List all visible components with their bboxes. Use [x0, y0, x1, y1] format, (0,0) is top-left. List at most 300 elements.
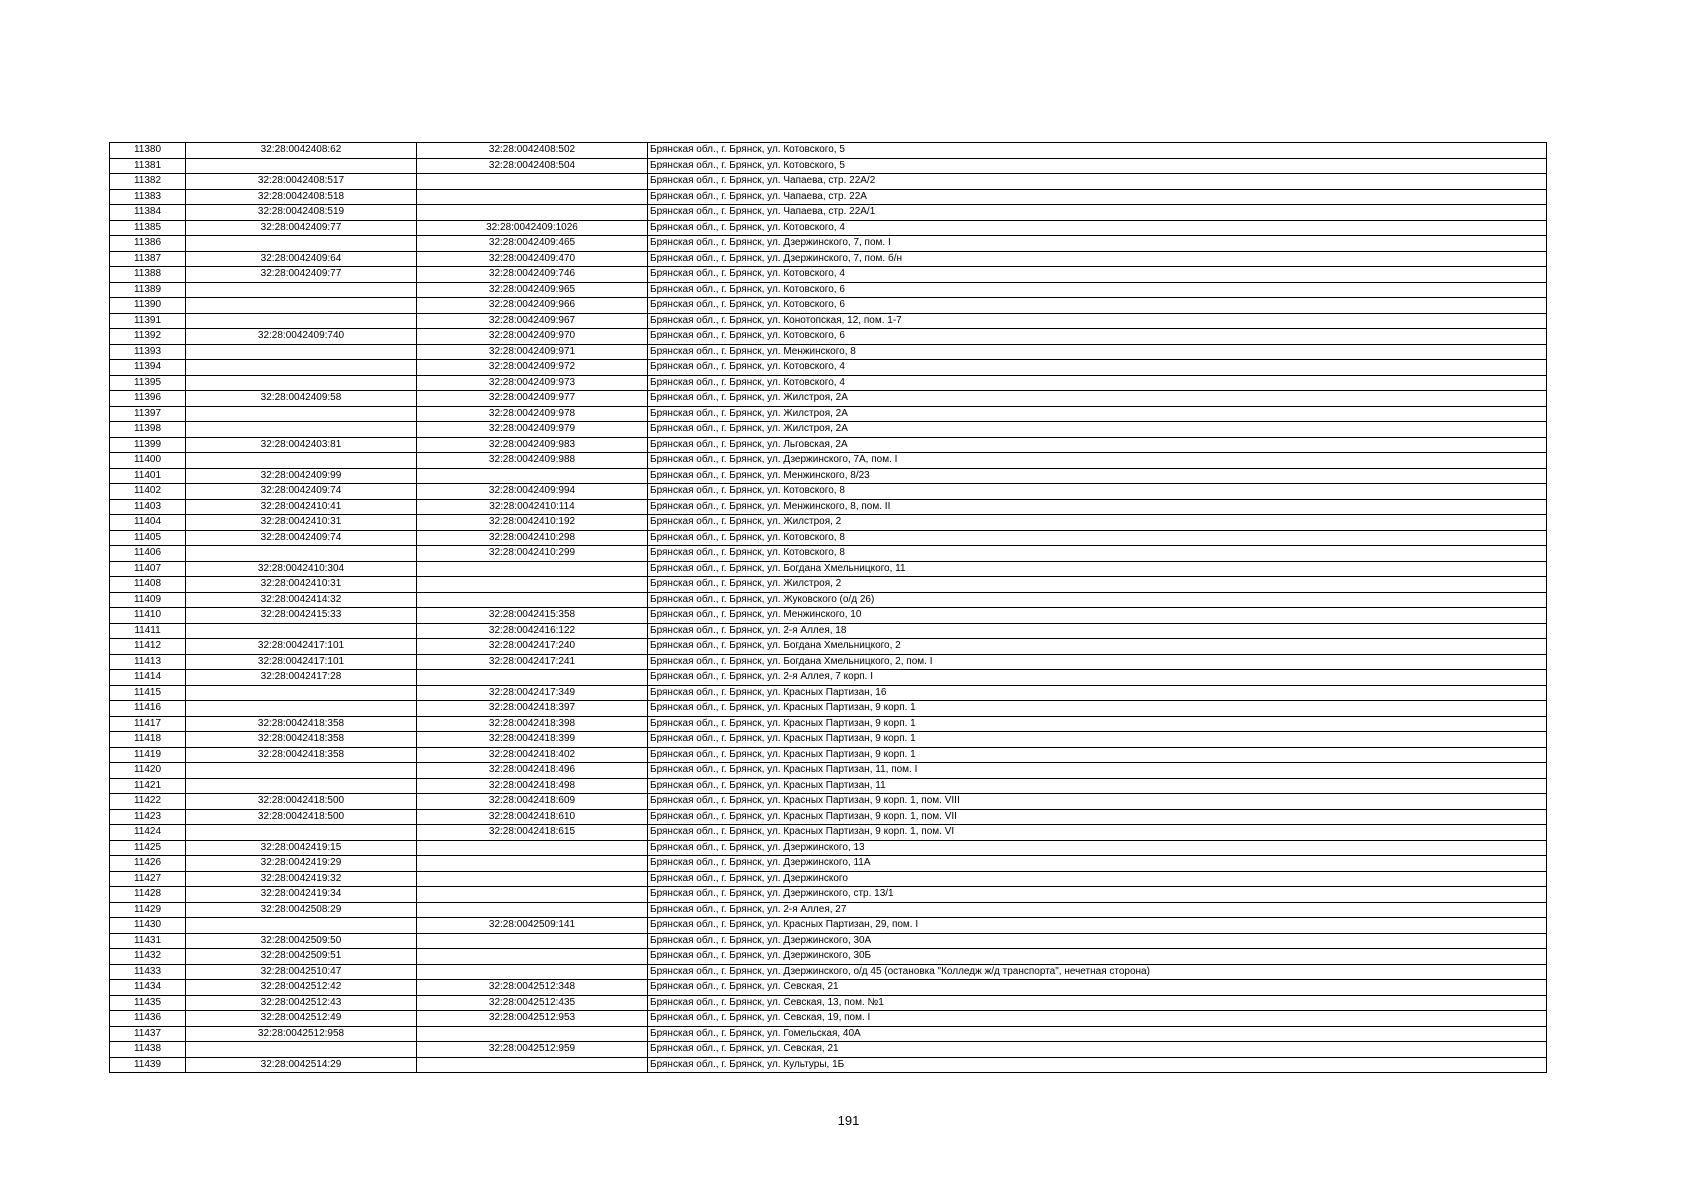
address-cell: Брянская обл., г. Брянск, ул. Котовского, 6	[648, 329, 1547, 345]
object-number-cell: 32:28:0042409:972	[417, 360, 648, 376]
object-number-cell	[417, 592, 648, 608]
table-row	[110, 391, 1547, 407]
parcel-number-cell: 32:28:0042418:500	[186, 809, 417, 825]
row-number-cell: 11380	[110, 143, 186, 159]
parcel-number-cell: 32:28:0042417:101	[186, 639, 417, 655]
row-number-cell: 11400	[110, 453, 186, 469]
row-number-cell: 11392	[110, 329, 186, 345]
parcel-number-cell	[186, 282, 417, 298]
table-row	[110, 174, 1547, 190]
parcel-number-cell: 32:28:0042510:47	[186, 964, 417, 980]
object-number-cell: 32:28:0042418:397	[417, 701, 648, 717]
object-number-cell: 32:28:0042418:609	[417, 794, 648, 810]
parcel-number-cell	[186, 825, 417, 841]
address-cell: Брянская обл., г. Брянск, ул. Гомельская, 40А	[648, 1026, 1547, 1042]
parcel-number-cell: 32:28:0042409:74	[186, 530, 417, 546]
parcel-number-cell: 32:28:0042415:33	[186, 608, 417, 624]
table-row	[110, 1011, 1547, 1027]
address-cell: Брянская обл., г. Брянск, ул. Богдана Хмельницкого, 11	[648, 561, 1547, 577]
address-cell: Брянская обл., г. Брянск, ул. Красных Партизан, 9 корп. 1	[648, 732, 1547, 748]
object-number-cell: 32:28:0042408:502	[417, 143, 648, 159]
row-number-cell: 11427	[110, 871, 186, 887]
object-number-cell: 32:28:0042410:299	[417, 546, 648, 562]
object-number-cell	[417, 949, 648, 965]
address-cell: Брянская обл., г. Брянск, ул. Севская, 13, пом. №1	[648, 995, 1547, 1011]
row-number-cell: 11382	[110, 174, 186, 190]
object-number-cell: 32:28:0042418:402	[417, 747, 648, 763]
object-number-cell: 32:28:0042410:192	[417, 515, 648, 531]
table-row	[110, 143, 1547, 159]
parcel-number-cell: 32:28:0042419:15	[186, 840, 417, 856]
table-row	[110, 406, 1547, 422]
object-number-cell: 32:28:0042512:953	[417, 1011, 648, 1027]
row-number-cell: 11424	[110, 825, 186, 841]
row-number-cell: 11408	[110, 577, 186, 593]
row-number-cell: 11389	[110, 282, 186, 298]
row-number-cell: 11421	[110, 778, 186, 794]
object-number-cell: 32:28:0042408:504	[417, 158, 648, 174]
table-row	[110, 639, 1547, 655]
table-row	[110, 329, 1547, 345]
parcel-number-cell	[186, 158, 417, 174]
parcel-number-cell	[186, 453, 417, 469]
table-row	[110, 840, 1547, 856]
table-row	[110, 778, 1547, 794]
address-cell: Брянская обл., г. Брянск, ул. Красных Партизан, 11	[648, 778, 1547, 794]
row-number-cell: 11425	[110, 840, 186, 856]
table-row	[110, 298, 1547, 314]
row-number-cell: 11396	[110, 391, 186, 407]
object-number-cell: 32:28:0042418:399	[417, 732, 648, 748]
address-cell: Брянская обл., г. Брянск, ул. Льговская, 2А	[648, 437, 1547, 453]
object-number-cell: 32:28:0042409:988	[417, 453, 648, 469]
address-cell: Брянская обл., г. Брянск, ул. Красных Партизан, 9 корп. 1	[648, 747, 1547, 763]
parcel-number-cell: 32:28:0042509:51	[186, 949, 417, 965]
object-number-cell: 32:28:0042409:970	[417, 329, 648, 345]
object-number-cell	[417, 577, 648, 593]
row-number-cell: 11388	[110, 267, 186, 283]
table-row	[110, 561, 1547, 577]
object-number-cell: 32:28:0042409:973	[417, 375, 648, 391]
address-cell: Брянская обл., г. Брянск, ул. 2-я Аллея, 7 корп. I	[648, 670, 1547, 686]
row-number-cell: 11413	[110, 654, 186, 670]
parcel-number-cell	[186, 918, 417, 934]
address-cell: Брянская обл., г. Брянск, ул. Котовского, 4	[648, 220, 1547, 236]
object-number-cell: 32:28:0042409:979	[417, 422, 648, 438]
object-number-cell: 32:28:0042512:348	[417, 980, 648, 996]
object-number-cell	[417, 1026, 648, 1042]
table-row	[110, 251, 1547, 267]
row-number-cell: 11394	[110, 360, 186, 376]
address-cell: Брянская обл., г. Брянск, ул. Дзержинского, 30Б	[648, 949, 1547, 965]
address-cell: Брянская обл., г. Брянск, ул. Красных Партизан, 29, пом. I	[648, 918, 1547, 934]
object-number-cell	[417, 887, 648, 903]
address-cell: Брянская обл., г. Брянск, ул. Котовского, 8	[648, 530, 1547, 546]
table-row	[110, 437, 1547, 453]
registry-table-body	[110, 143, 1547, 1073]
object-number-cell: 32:28:0042418:610	[417, 809, 648, 825]
table-row	[110, 825, 1547, 841]
object-number-cell	[417, 1057, 648, 1073]
object-number-cell: 32:28:0042409:746	[417, 267, 648, 283]
address-cell: Брянская обл., г. Брянск, ул. Дзержинского, 13	[648, 840, 1547, 856]
parcel-number-cell: 32:28:0042409:99	[186, 468, 417, 484]
object-number-cell	[417, 468, 648, 484]
object-number-cell: 32:28:0042512:435	[417, 995, 648, 1011]
address-cell: Брянская обл., г. Брянск, ул. Жилстроя, 2А	[648, 406, 1547, 422]
row-number-cell: 11402	[110, 484, 186, 500]
table-row	[110, 933, 1547, 949]
address-cell: Брянская обл., г. Брянск, ул. Котовского, 5	[648, 143, 1547, 159]
row-number-cell: 11383	[110, 189, 186, 205]
address-cell: Брянская обл., г. Брянск, ул. Красных Партизан, 16	[648, 685, 1547, 701]
object-number-cell: 32:28:0042409:967	[417, 313, 648, 329]
parcel-number-cell: 32:28:0042418:500	[186, 794, 417, 810]
object-number-cell: 32:28:0042409:994	[417, 484, 648, 500]
parcel-number-cell: 32:28:0042409:74	[186, 484, 417, 500]
row-number-cell: 11381	[110, 158, 186, 174]
object-number-cell: 32:28:0042509:141	[417, 918, 648, 934]
row-number-cell: 11414	[110, 670, 186, 686]
parcel-number-cell	[186, 623, 417, 639]
parcel-number-cell	[186, 313, 417, 329]
table-row	[110, 701, 1547, 717]
address-cell: Брянская обл., г. Брянск, ул. Дзержинского, о/д 45 (остановка "Колледж ж/д транспорта", нечетная сторона)	[648, 964, 1547, 980]
object-number-cell	[417, 964, 648, 980]
table-row	[110, 344, 1547, 360]
table-row	[110, 871, 1547, 887]
address-cell: Брянская обл., г. Брянск, ул. Котовского, 5	[648, 158, 1547, 174]
row-number-cell: 11428	[110, 887, 186, 903]
address-cell: Брянская обл., г. Брянск, ул. Чапаева, стр. 22А	[648, 189, 1547, 205]
parcel-number-cell: 32:28:0042512:958	[186, 1026, 417, 1042]
address-cell: Брянская обл., г. Брянск, ул. Жилстроя, 2А	[648, 422, 1547, 438]
parcel-number-cell: 32:28:0042514:29	[186, 1057, 417, 1073]
row-number-cell: 11432	[110, 949, 186, 965]
row-number-cell: 11426	[110, 856, 186, 872]
parcel-number-cell: 32:28:0042512:42	[186, 980, 417, 996]
object-number-cell: 32:28:0042410:298	[417, 530, 648, 546]
address-cell: Брянская обл., г. Брянск, ул. 2-я Аллея, 18	[648, 623, 1547, 639]
row-number-cell: 11403	[110, 499, 186, 515]
parcel-number-cell: 32:28:0042414:32	[186, 592, 417, 608]
row-number-cell: 11423	[110, 809, 186, 825]
object-number-cell: 32:28:0042409:470	[417, 251, 648, 267]
parcel-number-cell: 32:28:0042417:28	[186, 670, 417, 686]
table-row	[110, 1026, 1547, 1042]
row-number-cell: 11409	[110, 592, 186, 608]
parcel-number-cell: 32:28:0042408:517	[186, 174, 417, 190]
parcel-number-cell: 32:28:0042409:77	[186, 267, 417, 283]
address-cell: Брянская обл., г. Брянск, ул. Котовского, 4	[648, 267, 1547, 283]
parcel-number-cell: 32:28:0042409:64	[186, 251, 417, 267]
address-cell: Брянская обл., г. Брянск, ул. Дзержинского, 11А	[648, 856, 1547, 872]
address-cell: Брянская обл., г. Брянск, ул. Котовского, 8	[648, 484, 1547, 500]
row-number-cell: 11384	[110, 205, 186, 221]
parcel-number-cell: 32:28:0042409:58	[186, 391, 417, 407]
address-cell: Брянская обл., г. Брянск, ул. Чапаева, стр. 22А/1	[648, 205, 1547, 221]
address-cell: Брянская обл., г. Брянск, ул. Котовского, 6	[648, 298, 1547, 314]
object-number-cell: 32:28:0042418:496	[417, 763, 648, 779]
row-number-cell: 11405	[110, 530, 186, 546]
table-row	[110, 918, 1547, 934]
parcel-number-cell	[186, 298, 417, 314]
table-row	[110, 995, 1547, 1011]
parcel-number-cell: 32:28:0042410:31	[186, 515, 417, 531]
table-row	[110, 902, 1547, 918]
object-number-cell: 32:28:0042409:983	[417, 437, 648, 453]
table-row	[110, 763, 1547, 779]
parcel-number-cell: 32:28:0042419:29	[186, 856, 417, 872]
table-row	[110, 964, 1547, 980]
row-number-cell: 11420	[110, 763, 186, 779]
parcel-number-cell: 32:28:0042419:32	[186, 871, 417, 887]
table-row	[110, 515, 1547, 531]
table-row	[110, 220, 1547, 236]
parcel-number-cell	[186, 685, 417, 701]
row-number-cell: 11391	[110, 313, 186, 329]
parcel-number-cell	[186, 375, 417, 391]
address-cell: Брянская обл., г. Брянск, ул. Жилстроя, 2	[648, 515, 1547, 531]
address-cell: Брянская обл., г. Брянск, ул. Менжинского, 8, пом. II	[648, 499, 1547, 515]
table-row	[110, 747, 1547, 763]
row-number-cell: 11386	[110, 236, 186, 252]
parcel-number-cell	[186, 422, 417, 438]
row-number-cell: 11433	[110, 964, 186, 980]
parcel-number-cell: 32:28:0042509:50	[186, 933, 417, 949]
row-number-cell: 11431	[110, 933, 186, 949]
object-number-cell: 32:28:0042417:349	[417, 685, 648, 701]
row-number-cell: 11437	[110, 1026, 186, 1042]
table-row	[110, 809, 1547, 825]
address-cell: Брянская обл., г. Брянск, ул. Чапаева, стр. 22А/2	[648, 174, 1547, 190]
address-cell: Брянская обл., г. Брянск, ул. Красных Партизан, 9 корп. 1, пом. VII	[648, 809, 1547, 825]
row-number-cell: 11390	[110, 298, 186, 314]
table-row	[110, 980, 1547, 996]
address-cell: Брянская обл., г. Брянск, ул. Жуковского (о/д 26)	[648, 592, 1547, 608]
table-row	[110, 546, 1547, 562]
address-cell: Брянская обл., г. Брянск, ул. Красных Партизан, 9 корп. 1, пом. VI	[648, 825, 1547, 841]
parcel-number-cell: 32:28:0042418:358	[186, 747, 417, 763]
object-number-cell: 32:28:0042409:971	[417, 344, 648, 360]
object-number-cell: 32:28:0042417:241	[417, 654, 648, 670]
object-number-cell: 32:28:0042512:959	[417, 1042, 648, 1058]
row-number-cell: 11430	[110, 918, 186, 934]
address-cell: Брянская обл., г. Брянск, ул. Красных Партизан, 11, пом. I	[648, 763, 1547, 779]
row-number-cell: 11419	[110, 747, 186, 763]
table-row	[110, 716, 1547, 732]
parcel-number-cell: 32:28:0042508:29	[186, 902, 417, 918]
row-number-cell: 11422	[110, 794, 186, 810]
address-cell: Брянская обл., г. Брянск, ул. Котовского, 8	[648, 546, 1547, 562]
table-row	[110, 794, 1547, 810]
table-row	[110, 592, 1547, 608]
address-cell: Брянская обл., г. Брянск, ул. Севская, 21	[648, 980, 1547, 996]
row-number-cell: 11429	[110, 902, 186, 918]
object-number-cell: 32:28:0042418:615	[417, 825, 648, 841]
parcel-number-cell	[186, 1042, 417, 1058]
address-cell: Брянская обл., г. Брянск, ул. Дзержинского	[648, 871, 1547, 887]
address-cell: Брянская обл., г. Брянск, ул. Севская, 19, пом. I	[648, 1011, 1547, 1027]
parcel-number-cell: 32:28:0042410:41	[186, 499, 417, 515]
address-cell: Брянская обл., г. Брянск, ул. Дзержинского, 30А	[648, 933, 1547, 949]
table-row	[110, 267, 1547, 283]
row-number-cell: 11397	[110, 406, 186, 422]
table-row	[110, 887, 1547, 903]
object-number-cell: 32:28:0042409:977	[417, 391, 648, 407]
object-number-cell	[417, 871, 648, 887]
address-cell: Брянская обл., г. Брянск, ул. Севская, 21	[648, 1042, 1547, 1058]
address-cell: Брянская обл., г. Брянск, ул. Культуры, 1Б	[648, 1057, 1547, 1073]
object-number-cell: 32:28:0042409:465	[417, 236, 648, 252]
row-number-cell: 11399	[110, 437, 186, 453]
address-cell: Брянская обл., г. Брянск, ул. Жилстроя, 2А	[648, 391, 1547, 407]
parcel-number-cell: 32:28:0042410:31	[186, 577, 417, 593]
row-number-cell: 11406	[110, 546, 186, 562]
row-number-cell: 11439	[110, 1057, 186, 1073]
object-number-cell	[417, 189, 648, 205]
row-number-cell: 11395	[110, 375, 186, 391]
row-number-cell: 11401	[110, 468, 186, 484]
object-number-cell: 32:28:0042418:498	[417, 778, 648, 794]
table-row	[110, 577, 1547, 593]
table-row	[110, 530, 1547, 546]
row-number-cell: 11387	[110, 251, 186, 267]
object-number-cell: 32:28:0042417:240	[417, 639, 648, 655]
table-row	[110, 654, 1547, 670]
address-cell: Брянская обл., г. Брянск, ул. Богдана Хмельницкого, 2, пом. I	[648, 654, 1547, 670]
address-cell: Брянская обл., г. Брянск, ул. 2-я Аллея, 27	[648, 902, 1547, 918]
object-number-cell	[417, 561, 648, 577]
table-row	[110, 453, 1547, 469]
address-cell: Брянская обл., г. Брянск, ул. Менжинского, 8/23	[648, 468, 1547, 484]
table-row	[110, 189, 1547, 205]
row-number-cell: 11385	[110, 220, 186, 236]
object-number-cell	[417, 840, 648, 856]
object-number-cell	[417, 670, 648, 686]
address-cell: Брянская обл., г. Брянск, ул. Конотопская, 12, пом. 1-7	[648, 313, 1547, 329]
address-cell: Брянская обл., г. Брянск, ул. Котовского, 6	[648, 282, 1547, 298]
object-number-cell: 32:28:0042409:978	[417, 406, 648, 422]
address-cell: Брянская обл., г. Брянск, ул. Дзержинского, 7, пом. б/н	[648, 251, 1547, 267]
table-row	[110, 499, 1547, 515]
parcel-number-cell: 32:28:0042408:62	[186, 143, 417, 159]
address-cell: Брянская обл., г. Брянск, ул. Котовского, 4	[648, 375, 1547, 391]
parcel-number-cell: 32:28:0042418:358	[186, 732, 417, 748]
address-cell: Брянская обл., г. Брянск, ул. Дзержинского, 7А, пом. I	[648, 453, 1547, 469]
table-row	[110, 205, 1547, 221]
table-row	[110, 1042, 1547, 1058]
parcel-number-cell: 32:28:0042410:304	[186, 561, 417, 577]
row-number-cell: 11438	[110, 1042, 186, 1058]
object-number-cell: 32:28:0042418:398	[417, 716, 648, 732]
row-number-cell: 11398	[110, 422, 186, 438]
parcel-number-cell	[186, 406, 417, 422]
object-number-cell: 32:28:0042415:358	[417, 608, 648, 624]
address-cell: Брянская обл., г. Брянск, ул. Менжинского, 10	[648, 608, 1547, 624]
address-cell: Брянская обл., г. Брянск, ул. Жилстроя, 2	[648, 577, 1547, 593]
row-number-cell: 11410	[110, 608, 186, 624]
row-number-cell: 11436	[110, 1011, 186, 1027]
registry-table	[109, 142, 1547, 1073]
parcel-number-cell: 32:28:0042409:77	[186, 220, 417, 236]
table-row	[110, 623, 1547, 639]
parcel-number-cell: 32:28:0042408:519	[186, 205, 417, 221]
object-number-cell: 32:28:0042409:1026	[417, 220, 648, 236]
address-cell: Брянская обл., г. Брянск, ул. Богдана Хмельницкого, 2	[648, 639, 1547, 655]
address-cell: Брянская обл., г. Брянск, ул. Дзержинского, 7, пом. I	[648, 236, 1547, 252]
object-number-cell	[417, 856, 648, 872]
table-row	[110, 685, 1547, 701]
parcel-number-cell: 32:28:0042403:81	[186, 437, 417, 453]
parcel-number-cell: 32:28:0042417:101	[186, 654, 417, 670]
table-row	[110, 608, 1547, 624]
address-cell: Брянская обл., г. Брянск, ул. Дзержинского, стр. 13/1	[648, 887, 1547, 903]
row-number-cell: 11416	[110, 701, 186, 717]
page-number: 191	[837, 1113, 860, 1128]
table-row	[110, 282, 1547, 298]
object-number-cell	[417, 174, 648, 190]
object-number-cell	[417, 902, 648, 918]
table-row	[110, 670, 1547, 686]
object-number-cell: 32:28:0042409:966	[417, 298, 648, 314]
address-cell: Брянская обл., г. Брянск, ул. Красных Партизан, 9 корп. 1	[648, 701, 1547, 717]
table-row	[110, 158, 1547, 174]
address-cell: Брянская обл., г. Брянск, ул. Красных Партизан, 9 корп. 1	[648, 716, 1547, 732]
object-number-cell: 32:28:0042416:122	[417, 623, 648, 639]
address-cell: Брянская обл., г. Брянск, ул. Красных Партизан, 9 корп. 1, пом. VIII	[648, 794, 1547, 810]
parcel-number-cell: 32:28:0042512:49	[186, 1011, 417, 1027]
parcel-number-cell: 32:28:0042409:740	[186, 329, 417, 345]
parcel-number-cell	[186, 778, 417, 794]
row-number-cell: 11415	[110, 685, 186, 701]
parcel-number-cell	[186, 546, 417, 562]
table-row	[110, 360, 1547, 376]
row-number-cell: 11404	[110, 515, 186, 531]
parcel-number-cell: 32:28:0042418:358	[186, 716, 417, 732]
table-row	[110, 236, 1547, 252]
row-number-cell: 11412	[110, 639, 186, 655]
table-row	[110, 375, 1547, 391]
address-cell: Брянская обл., г. Брянск, ул. Котовского, 4	[648, 360, 1547, 376]
table-row	[110, 1057, 1547, 1073]
row-number-cell: 11393	[110, 344, 186, 360]
parcel-number-cell	[186, 360, 417, 376]
parcel-number-cell	[186, 763, 417, 779]
table-row	[110, 856, 1547, 872]
table-row	[110, 484, 1547, 500]
parcel-number-cell	[186, 344, 417, 360]
object-number-cell: 32:28:0042410:114	[417, 499, 648, 515]
row-number-cell: 11407	[110, 561, 186, 577]
table-row	[110, 732, 1547, 748]
row-number-cell: 11417	[110, 716, 186, 732]
parcel-number-cell: 32:28:0042408:518	[186, 189, 417, 205]
table-row	[110, 949, 1547, 965]
parcel-number-cell	[186, 701, 417, 717]
parcel-number-cell: 32:28:0042419:34	[186, 887, 417, 903]
object-number-cell	[417, 933, 648, 949]
parcel-number-cell: 32:28:0042512:43	[186, 995, 417, 1011]
row-number-cell: 11434	[110, 980, 186, 996]
table-row	[110, 468, 1547, 484]
object-number-cell	[417, 205, 648, 221]
row-number-cell: 11435	[110, 995, 186, 1011]
table-row	[110, 313, 1547, 329]
object-number-cell: 32:28:0042409:965	[417, 282, 648, 298]
row-number-cell: 11411	[110, 623, 186, 639]
address-cell: Брянская обл., г. Брянск, ул. Менжинского, 8	[648, 344, 1547, 360]
